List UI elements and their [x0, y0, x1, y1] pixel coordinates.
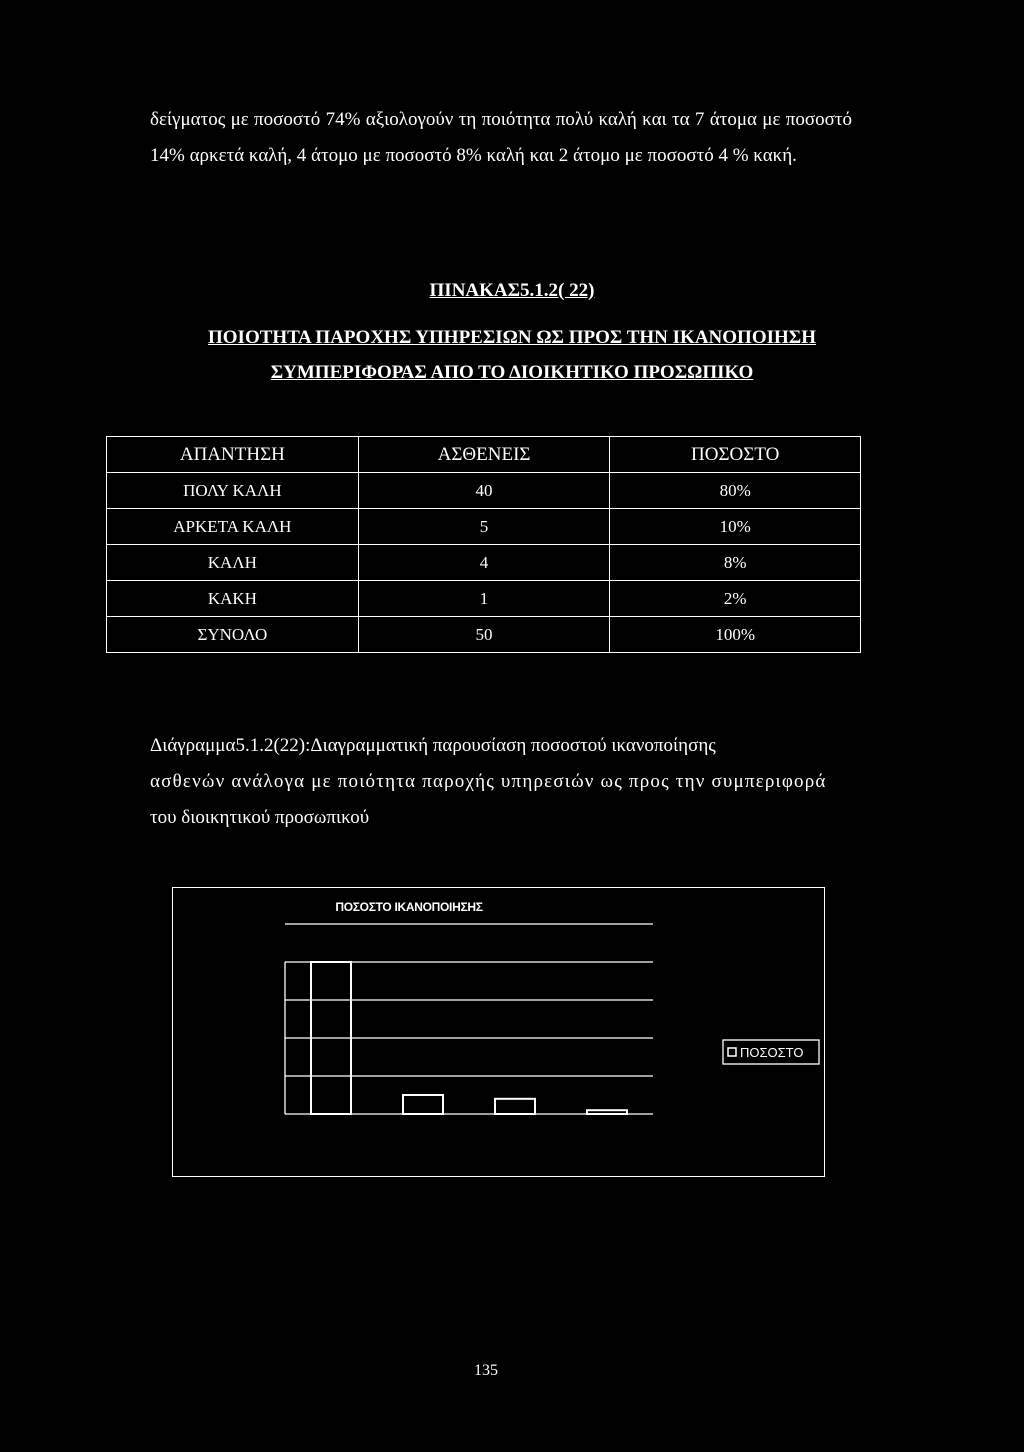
- table-header-row: [107, 437, 861, 473]
- legend-swatch: [728, 1048, 736, 1056]
- diagram-caption-line-3: του διοικητικού προσωπικού: [150, 807, 370, 828]
- cell-percentage: 10%: [610, 509, 861, 545]
- cell-percentage: 2%: [610, 581, 861, 617]
- cell-patients: 5: [358, 509, 610, 545]
- cell-percentage: 100%: [610, 617, 861, 653]
- page-number: 135: [474, 1362, 498, 1379]
- cell-patients: 40: [358, 473, 610, 509]
- diagram-caption: [150, 728, 854, 836]
- table-row: [107, 581, 861, 617]
- header-response: ΑΠΑΝΤΗΣΗ: [107, 437, 359, 473]
- table-row: [107, 473, 861, 509]
- table-total-row: [107, 617, 861, 653]
- bar-3: [495, 1099, 535, 1114]
- cell-percentage: 80%: [610, 473, 861, 509]
- table-row: [107, 545, 861, 581]
- table-title-line-2: ΣΥΜΠΕΡΙΦΟΡΑΣ ΑΠΟ ΤΟ ΔΙΟΙΚΗΤΙΚΟ ΠΡΟΣΩΠΙΚΟ: [270, 362, 754, 383]
- cell-response: ΚΑΚΗ: [107, 581, 359, 617]
- header-patients: ΑΣΘΕΝΕΙΣ: [358, 437, 610, 473]
- cell-patients: 50: [358, 617, 610, 653]
- header-percentage: ΠΟΣΟΣΤΟ: [610, 437, 861, 473]
- intro-line-2: με ποσοστό 14% αρκετά καλή, 4 άτομο με ποσοστό 8% καλή και 2 άτομο με: [150, 109, 853, 166]
- cell-response: ΠΟΛΥ ΚΑΛΗ: [107, 473, 359, 509]
- cell-response: ΣΥΝΟΛΟ: [107, 617, 359, 653]
- diagram-caption-line-2: ασθενών ανάλογα με ποιότητα παροχής υπηρεσιών ως προς την συμπεριφορά: [150, 771, 827, 792]
- table-title-line-1: ΠΟΙΟΤΗΤΑ ΠΑΡΟΧΗΣ ΥΠΗΡΕΣΙΩΝ ΩΣ ΠΡΟΣ ΤΗΝ ΙΚΑΝΟΠΟΙΗΣΗ: [208, 327, 816, 348]
- table-row: [107, 509, 861, 545]
- diagram-caption-line-1: Διάγραμμα5.1.2(22):Διαγραμματική παρουσίαση ποσοστού ικανοποίησης: [150, 735, 716, 756]
- table-number: ΠΙΝΑΚΑΣ5.1.2( 22): [429, 280, 595, 301]
- bar-2: [403, 1095, 443, 1114]
- chart-frame: [172, 887, 825, 1177]
- intro-line-1: δείγματος με ποσοστό 74% αξιολογούν τη ποιότητα πολύ καλή και τα 7 άτομα: [150, 109, 757, 130]
- cell-response: ΑΡΚΕΤΑ ΚΑΛΗ: [107, 509, 359, 545]
- satisfaction-table: [106, 436, 861, 653]
- intro-paragraph: [150, 102, 852, 174]
- cell-percentage: 8%: [610, 545, 861, 581]
- bar-4: [587, 1110, 627, 1114]
- cell-response: ΚΑΛΗ: [107, 545, 359, 581]
- bar-chart: [173, 888, 823, 1175]
- cell-patients: 4: [358, 545, 610, 581]
- chart-title: ΠΟΣΟΣΤΟ ΙΚΑΝΟΠΟΙΗΣΗΣ: [335, 900, 483, 914]
- legend-label: ΠΟΣΟΣΤΟ: [740, 1045, 804, 1060]
- cell-patients: 1: [358, 581, 610, 617]
- intro-line-3: ποσοστό 4 % κακή.: [647, 145, 797, 166]
